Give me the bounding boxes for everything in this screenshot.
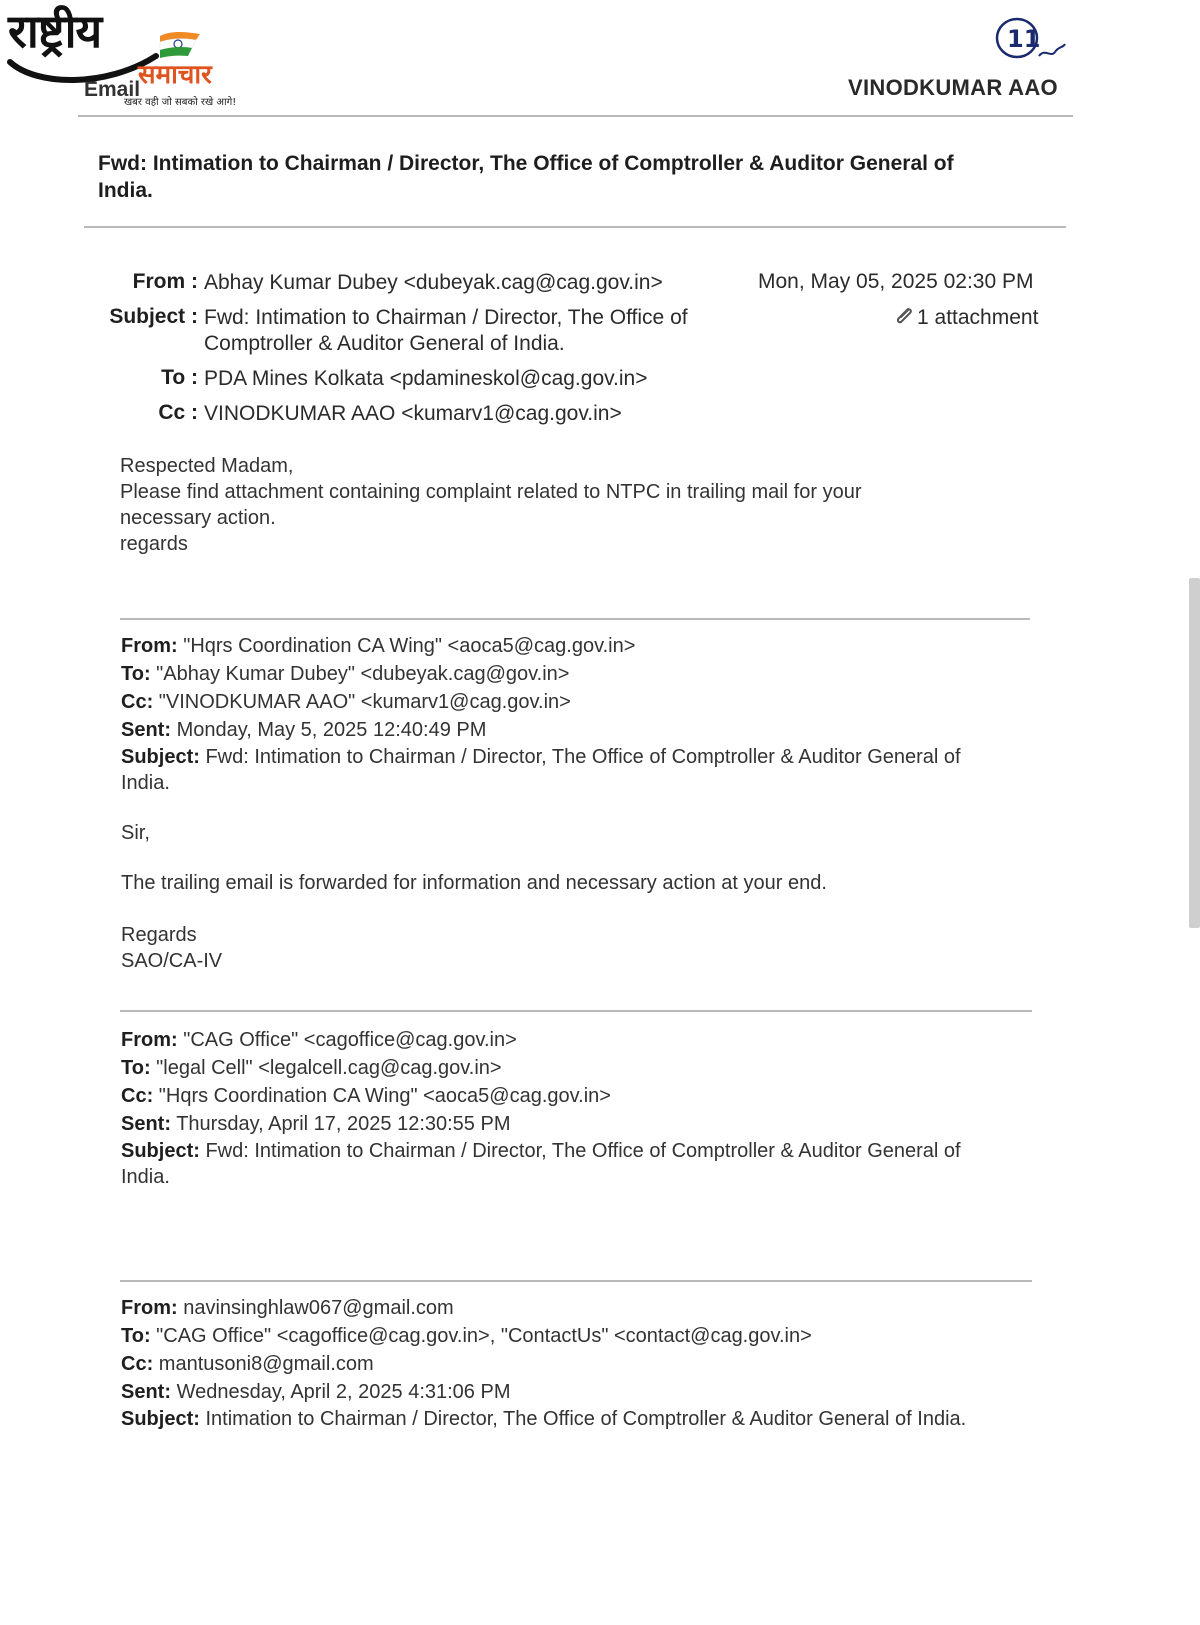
forwarded-message-3	[121, 1294, 1041, 1434]
fwd-sent-value: Wednesday, April 2, 2025 4:31:06 PM	[176, 1381, 511, 1403]
fwd-to-label: To:	[121, 1057, 151, 1079]
fwd-from-label: From:	[121, 635, 178, 657]
forwarded-body-greeting: Sir,	[121, 822, 150, 844]
fwd-to-value: "CAG Office" <cagoffice@cag.gov.in>, "ContactUs" <contact@cag.gov.in>	[156, 1325, 812, 1347]
to-label: To :	[161, 366, 198, 389]
fwd-from	[121, 1294, 1041, 1322]
forwarded-message-1	[121, 632, 1041, 794]
fwd-cc-value: "Hqrs Coordination CA Wing" <aoca5@cag.gov.in>	[158, 1085, 611, 1107]
tricolor-flag-icon	[156, 28, 202, 64]
forward-divider-1	[120, 618, 1030, 620]
fwd-from-label: From:	[121, 1029, 178, 1051]
fwd-sent	[121, 1110, 1041, 1138]
cc-label: Cc :	[158, 401, 198, 424]
fwd-to-label: To:	[121, 1325, 151, 1347]
subject-line-2: Comptroller & Auditor General of India.	[204, 332, 565, 355]
paperclip-icon	[893, 305, 915, 327]
body-line: necessary action.	[120, 507, 276, 529]
fwd-from-value: "CAG Office" <cagoffice@cag.gov.in>	[183, 1029, 517, 1051]
subject-label: Subject :	[109, 305, 198, 328]
fwd-from	[121, 1026, 1041, 1054]
fwd-cc-label: Cc:	[121, 1353, 154, 1375]
fwd-from-label: From:	[121, 1297, 178, 1319]
fwd-cc	[121, 1082, 1041, 1110]
body-line: Respected Madam,	[120, 455, 294, 477]
fwd-sent-value: Monday, May 5, 2025 12:40:49 PM	[176, 719, 487, 741]
fwd-to-value: "legal Cell" <legalcell.cag@cag.gov.in>	[156, 1057, 502, 1079]
forwarded-message-2	[121, 1026, 1041, 1188]
logo-tagline: खबर वही जो सबको रखे आगे!	[124, 97, 237, 108]
attachment-link[interactable]	[893, 305, 1038, 330]
email-title: Fwd: Intimation to Chairman / Director, The Office of Comptroller & Auditor General of India.	[98, 152, 954, 202]
email-label: Email	[84, 78, 141, 101]
fwd-sent-value: Thursday, April 17, 2025 12:30:55 PM	[176, 1113, 511, 1135]
fwd-subject-value: Fwd: Intimation to Chairman / Director, The Office of Comptroller & Auditor General of India.	[121, 1140, 961, 1188]
to-value: PDA Mines Kolkata <pdamineskol@cag.gov.in>	[204, 367, 648, 390]
fwd-subject-label: Subject:	[121, 1408, 200, 1430]
account-name: VINODKUMAR AAO	[848, 75, 1058, 100]
page-number-stamp	[993, 12, 1073, 72]
fwd-subject-value: Fwd: Intimation to Chairman / Director, The Office of Comptroller & Auditor General of India.	[121, 746, 961, 794]
fwd-cc	[121, 1350, 1041, 1378]
fwd-sent	[121, 1378, 1041, 1406]
fwd-subject	[121, 1138, 1001, 1188]
fwd-cc	[121, 688, 1041, 716]
fwd-cc-label: Cc:	[121, 691, 154, 713]
forwarded-body-regards: Regards	[121, 924, 197, 946]
fwd-from-value: navinsinghlaw067@gmail.com	[183, 1297, 454, 1319]
header-divider	[78, 115, 1073, 117]
fwd-subject	[121, 1406, 1001, 1434]
fwd-to	[121, 1322, 1041, 1350]
stamp-number: 11	[1007, 25, 1041, 53]
fwd-cc-value: "VINODKUMAR AAO" <kumarv1@cag.gov.in>	[158, 691, 571, 713]
fwd-sent-label: Sent:	[121, 1113, 171, 1135]
fwd-subject-label: Subject:	[121, 746, 200, 768]
from-label: From :	[132, 270, 198, 293]
message-date: Mon, May 05, 2025 02:30 PM	[758, 270, 1034, 293]
fwd-to-value: "Abhay Kumar Dubey" <dubeyak.cag@gov.in>	[156, 663, 570, 685]
fwd-sent-label: Sent:	[121, 719, 171, 741]
body-line: Please find attachment containing complaint related to NTPC in trailing mail for your	[120, 481, 862, 503]
fwd-sent	[121, 716, 1041, 744]
forwarded-body-signature: SAO/CA-IV	[121, 950, 223, 972]
fwd-to-label: To:	[121, 663, 151, 685]
fwd-subject-label: Subject:	[121, 1140, 200, 1162]
fwd-from	[121, 632, 1041, 660]
fwd-cc-label: Cc:	[121, 1085, 154, 1107]
forward-divider-3	[120, 1280, 1032, 1282]
body-line: regards	[120, 533, 188, 555]
scrollbar-thumb[interactable]	[1189, 578, 1200, 928]
cc-value: VINODKUMAR AAO <kumarv1@cag.gov.in>	[204, 402, 622, 425]
fwd-to	[121, 660, 1041, 688]
fwd-sent-label: Sent:	[121, 1381, 171, 1403]
attachment-count: 1 attachment	[917, 306, 1039, 329]
fwd-to	[121, 1054, 1041, 1082]
message-body	[120, 453, 980, 557]
title-divider	[84, 226, 1066, 228]
forward-divider-2	[120, 1010, 1032, 1012]
fwd-cc-value: mantusoni8@gmail.com	[158, 1353, 374, 1375]
fwd-from-value: "Hqrs Coordination CA Wing" <aoca5@cag.gov.in>	[183, 635, 636, 657]
fwd-subject-value: Intimation to Chairman / Director, The Office of Comptroller & Auditor General of India.	[205, 1408, 967, 1430]
subject-line-1: Fwd: Intimation to Chairman / Director, The Office of	[204, 306, 688, 329]
forwarded-body-text: The trailing email is forwarded for information and necessary action at your end.	[121, 872, 827, 894]
logo-name: राष्ट्रीय	[8, 4, 102, 58]
logo-name-secondary: समाचार	[138, 60, 212, 90]
fwd-subject	[121, 744, 1001, 794]
from-value: Abhay Kumar Dubey <dubeyak.cag@cag.gov.in>	[204, 271, 663, 294]
